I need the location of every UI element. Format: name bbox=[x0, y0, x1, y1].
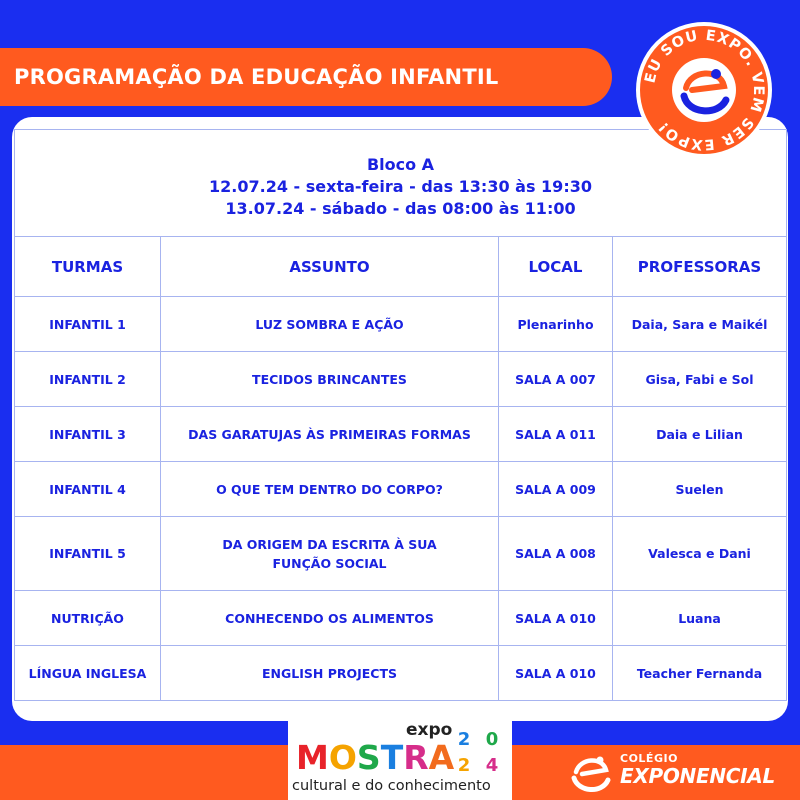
cell-assunto: ENGLISH PROJECTS bbox=[161, 646, 499, 701]
cell-turma: NUTRIÇÃO bbox=[15, 591, 161, 646]
date-line-2: 13.07.24 - sábado - das 08:00 às 11:00 bbox=[225, 199, 576, 218]
cell-professoras: Daia e Lilian bbox=[613, 407, 787, 462]
badge-text: EU SOU EXPO. VEM SER EXPO! bbox=[642, 27, 767, 153]
cell-turma: INFANTIL 3 bbox=[15, 407, 161, 462]
cell-turma: INFANTIL 5 bbox=[15, 517, 161, 591]
year-digit: 4 bbox=[485, 754, 499, 776]
mostra-expo-label: expo bbox=[406, 720, 453, 740]
table-row bbox=[15, 517, 787, 591]
column-header-turmas: TURMAS bbox=[15, 237, 161, 297]
table-row bbox=[15, 591, 787, 646]
cell-turma: INFANTIL 1 bbox=[15, 297, 161, 352]
cell-assunto: DAS GARATUJAS ÀS PRIMEIRAS FORMAS bbox=[161, 407, 499, 462]
column-header-professoras: PROFESSORAS bbox=[613, 237, 787, 297]
table-row bbox=[15, 352, 787, 407]
colegio-exponencial-logo bbox=[566, 745, 786, 800]
table-row bbox=[15, 462, 787, 517]
cell-assunto: CONHECENDO OS ALIMENTOS bbox=[161, 591, 499, 646]
eu-sou-expo-badge bbox=[636, 22, 772, 158]
date-line-1: 12.07.24 - sexta-feira - das 13:30 às 19:30 bbox=[209, 177, 592, 196]
brand-main-label: EXPONENCIAL bbox=[620, 764, 775, 788]
column-header-assunto: ASSUNTO bbox=[161, 237, 499, 297]
table-row bbox=[15, 297, 787, 352]
cell-assunto: DA ORIGEM DA ESCRITA À SUA FUNÇÃO SOCIAL bbox=[161, 517, 499, 591]
year-grid bbox=[451, 727, 505, 777]
table-row bbox=[15, 646, 787, 701]
year-digit: 2 bbox=[457, 728, 471, 750]
mostra-expo-logo bbox=[288, 717, 512, 800]
mostra-letter: M bbox=[296, 738, 329, 777]
cell-local: SALA A 010 bbox=[499, 646, 613, 701]
cell-turma: INFANTIL 2 bbox=[15, 352, 161, 407]
mostra-letter: A bbox=[428, 738, 455, 777]
block-label: Bloco A bbox=[366, 155, 435, 174]
mostra-letter: R bbox=[403, 738, 429, 777]
cell-local: SALA A 007 bbox=[499, 352, 613, 407]
mostra-letter: S bbox=[356, 738, 381, 777]
cell-professoras: Suelen bbox=[613, 462, 787, 517]
mostra-letter: O bbox=[328, 738, 357, 777]
mostra-wordmark bbox=[296, 738, 455, 777]
cell-assunto: TECIDOS BRINCANTES bbox=[161, 352, 499, 407]
cell-assunto: LUZ SOMBRA E AÇÃO bbox=[161, 297, 499, 352]
cell-local: SALA A 011 bbox=[499, 407, 613, 462]
cell-local: SALA A 010 bbox=[499, 591, 613, 646]
badge-svg bbox=[640, 26, 768, 154]
cell-local: Plenarinho bbox=[499, 297, 613, 352]
exponencial-e-logo-icon bbox=[566, 748, 616, 798]
cell-turma: LÍNGUA INGLESA bbox=[15, 646, 161, 701]
mostra-letter: T bbox=[380, 738, 404, 777]
cell-professoras: Luana bbox=[613, 591, 787, 646]
year-digit: 0 bbox=[485, 728, 499, 750]
year-digit: 2 bbox=[457, 754, 471, 776]
table-row bbox=[15, 407, 787, 462]
cell-professoras: Valesca e Dani bbox=[613, 517, 787, 591]
cell-professoras: Daia, Sara e Maikél bbox=[613, 297, 787, 352]
page-title: PROGRAMAÇÃO DA EDUCAÇÃO INFANTIL bbox=[14, 65, 499, 89]
cell-local: SALA A 008 bbox=[499, 517, 613, 591]
cell-assunto: O QUE TEM DENTRO DO CORPO? bbox=[161, 462, 499, 517]
brand-top-label: COLÉGIO bbox=[620, 752, 678, 765]
cell-local: SALA A 009 bbox=[499, 462, 613, 517]
cell-professoras: Gisa, Fabi e Sol bbox=[613, 352, 787, 407]
cell-turma: INFANTIL 4 bbox=[15, 462, 161, 517]
column-header-local: LOCAL bbox=[499, 237, 613, 297]
mostra-subtitle: cultural e do conhecimento bbox=[292, 778, 491, 794]
title-banner bbox=[0, 48, 612, 106]
schedule-table bbox=[14, 129, 787, 701]
cell-professoras: Teacher Fernanda bbox=[613, 646, 787, 701]
